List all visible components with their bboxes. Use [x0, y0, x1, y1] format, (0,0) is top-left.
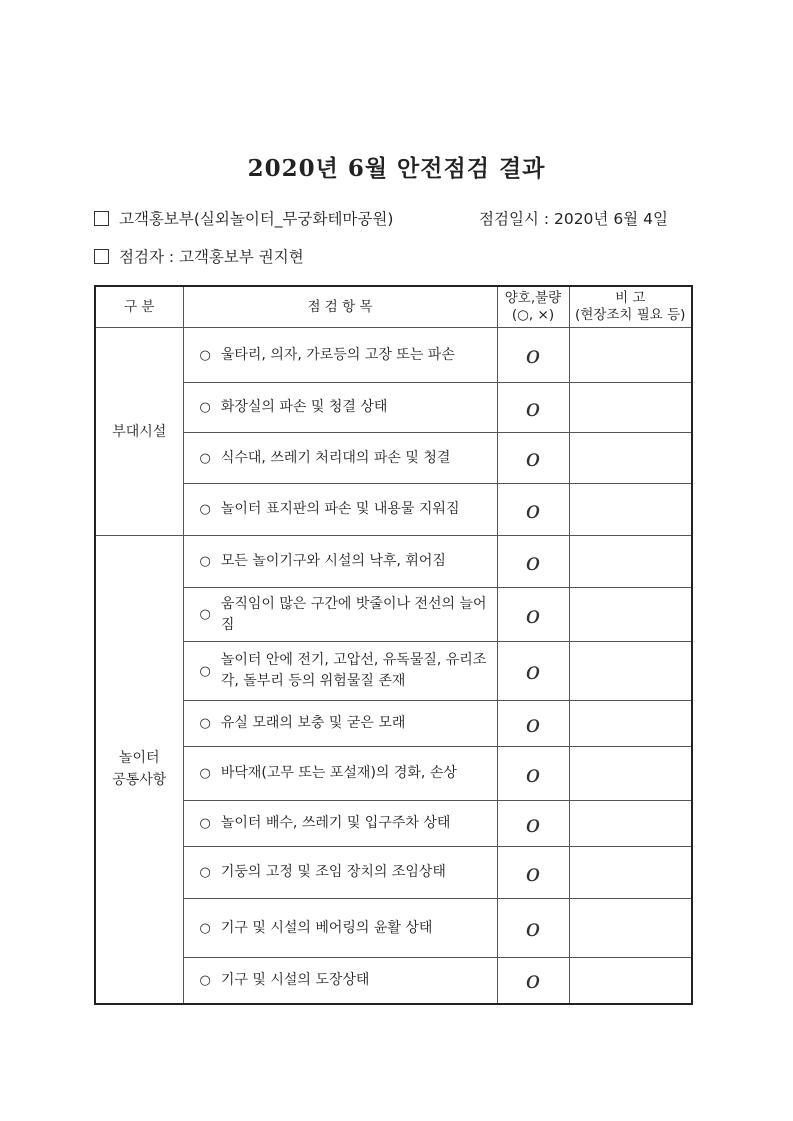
header-item: 점 검 항 목	[183, 286, 497, 328]
item-text: 놀이터 안에 전기, 고압선, 유독물질, 유리조각, 돌부리 등의 위험물질 존재	[220, 652, 487, 689]
item-cell	[183, 701, 497, 747]
item-text: 기둥의 고정 및 조임 장치의 조임상태	[220, 864, 446, 880]
item-cell	[183, 847, 497, 899]
inspection-date: 점검일시 : 2020년 6월 4일	[479, 210, 668, 228]
bullet-icon: ○	[199, 972, 211, 988]
category-cell: 부대시설	[95, 328, 183, 536]
table-row	[95, 701, 692, 747]
document-title: 2020년 6월 안전점검 결과	[247, 155, 546, 182]
result-mark: o	[497, 847, 569, 899]
bullet-icon: ○	[199, 502, 211, 517]
item-text: 식수대, 쓰레기 처리대의 파손 및 청결	[220, 449, 451, 466]
remark-cell	[569, 588, 692, 642]
remark-cell	[569, 701, 692, 747]
remark-cell	[569, 801, 692, 847]
table-row	[95, 801, 692, 847]
remark-cell	[569, 484, 692, 536]
remark-cell	[569, 328, 692, 383]
category-cell	[95, 536, 183, 1004]
remark-cell	[569, 847, 692, 899]
category-line2: 공통사항	[112, 772, 167, 789]
table-row	[95, 383, 692, 433]
result-mark: o	[497, 588, 569, 642]
item-text: 놀이터 표지판의 파손 및 내용물 지워짐	[220, 501, 460, 517]
item-text: 바닥재(고무 또는 포설재)의 경화, 손상	[220, 765, 457, 781]
item-cell	[183, 801, 497, 847]
bullet-icon: ○	[199, 400, 211, 415]
remark-cell	[569, 958, 692, 1004]
result-mark: o	[497, 747, 569, 801]
bullet-icon: ○	[199, 816, 211, 831]
item-cell	[183, 899, 497, 958]
category-line1: 놀이터	[118, 750, 160, 767]
item-cell	[183, 958, 497, 1004]
bullet-icon: ○	[199, 716, 211, 731]
item-text: 놀이터 배수, 쓰레기 및 입구주차 상태	[220, 815, 451, 831]
table-row	[95, 958, 692, 1004]
bullet-icon: ○	[199, 920, 211, 936]
location-line	[94, 207, 393, 229]
inspector-checkbox	[94, 249, 109, 264]
table-row	[95, 433, 692, 484]
header-result-line2: (○, ×)	[511, 307, 555, 323]
table-row	[95, 642, 692, 701]
table-row	[95, 328, 692, 383]
result-mark: o	[497, 328, 569, 383]
item-cell	[183, 536, 497, 588]
remark-cell	[569, 899, 692, 958]
item-text: 울타리, 의자, 가로등의 고장 또는 파손	[220, 346, 455, 363]
item-cell	[183, 328, 497, 383]
result-mark: o	[497, 701, 569, 747]
header-category: 구 분	[95, 286, 183, 328]
item-text: 기구 및 시설의 도장상태	[220, 971, 370, 988]
inspector-text: 점검자 : 고객홍보부 권지현	[119, 248, 304, 266]
item-text: 유실 모래의 보충 및 굳은 모래	[220, 715, 406, 731]
header-remark-line1: 비 고	[615, 290, 646, 306]
remark-cell	[569, 747, 692, 801]
item-text: 모든 놀이기구와 시설의 낙후, 휘어짐	[220, 553, 446, 569]
bullet-icon: ○	[199, 607, 211, 622]
remark-cell	[569, 536, 692, 588]
bullet-icon: ○	[199, 554, 211, 569]
item-cell	[183, 588, 497, 642]
item-cell	[183, 642, 497, 701]
item-cell	[183, 484, 497, 536]
header-result-line1: 양호,불량	[504, 290, 562, 306]
header-remark-line2: (현장조치 필요 등)	[575, 307, 686, 323]
bullet-icon: ○	[199, 865, 211, 880]
table-row	[95, 536, 692, 588]
result-mark: o	[497, 484, 569, 536]
bullet-icon: ○	[199, 450, 211, 466]
result-mark: o	[497, 958, 569, 1004]
bullet-icon: ○	[199, 766, 211, 781]
remark-cell	[569, 383, 692, 433]
table-row	[95, 588, 692, 642]
result-mark: o	[497, 801, 569, 847]
item-cell	[183, 383, 497, 433]
result-mark: o	[497, 642, 569, 701]
location-checkbox	[94, 211, 109, 226]
item-cell	[183, 747, 497, 801]
table-row	[95, 747, 692, 801]
header-remark	[569, 286, 692, 328]
table-header-row	[95, 286, 692, 328]
bullet-icon: ○	[199, 347, 211, 363]
remark-cell	[569, 642, 692, 701]
table-row	[95, 899, 692, 958]
header-result	[497, 286, 569, 328]
result-mark: o	[497, 433, 569, 484]
inspector-line	[94, 245, 304, 267]
table-row	[95, 847, 692, 899]
result-mark: o	[497, 899, 569, 958]
bullet-icon: ○	[199, 663, 211, 679]
remark-cell	[569, 433, 692, 484]
item-cell	[183, 433, 497, 484]
inspection-table	[94, 285, 693, 1005]
table-row	[95, 484, 692, 536]
result-mark: o	[497, 536, 569, 588]
item-text: 화장실의 파손 및 청결 상태	[220, 399, 388, 415]
location-text: 고객홍보부(실외놀이터_무궁화테마공원)	[119, 210, 394, 228]
item-text: 움직임이 많은 구간에 밧줄이나 전선의 늘어짐	[220, 595, 487, 633]
item-text: 기구 및 시설의 베어링의 윤활 상태	[220, 919, 433, 936]
result-mark: o	[497, 383, 569, 433]
